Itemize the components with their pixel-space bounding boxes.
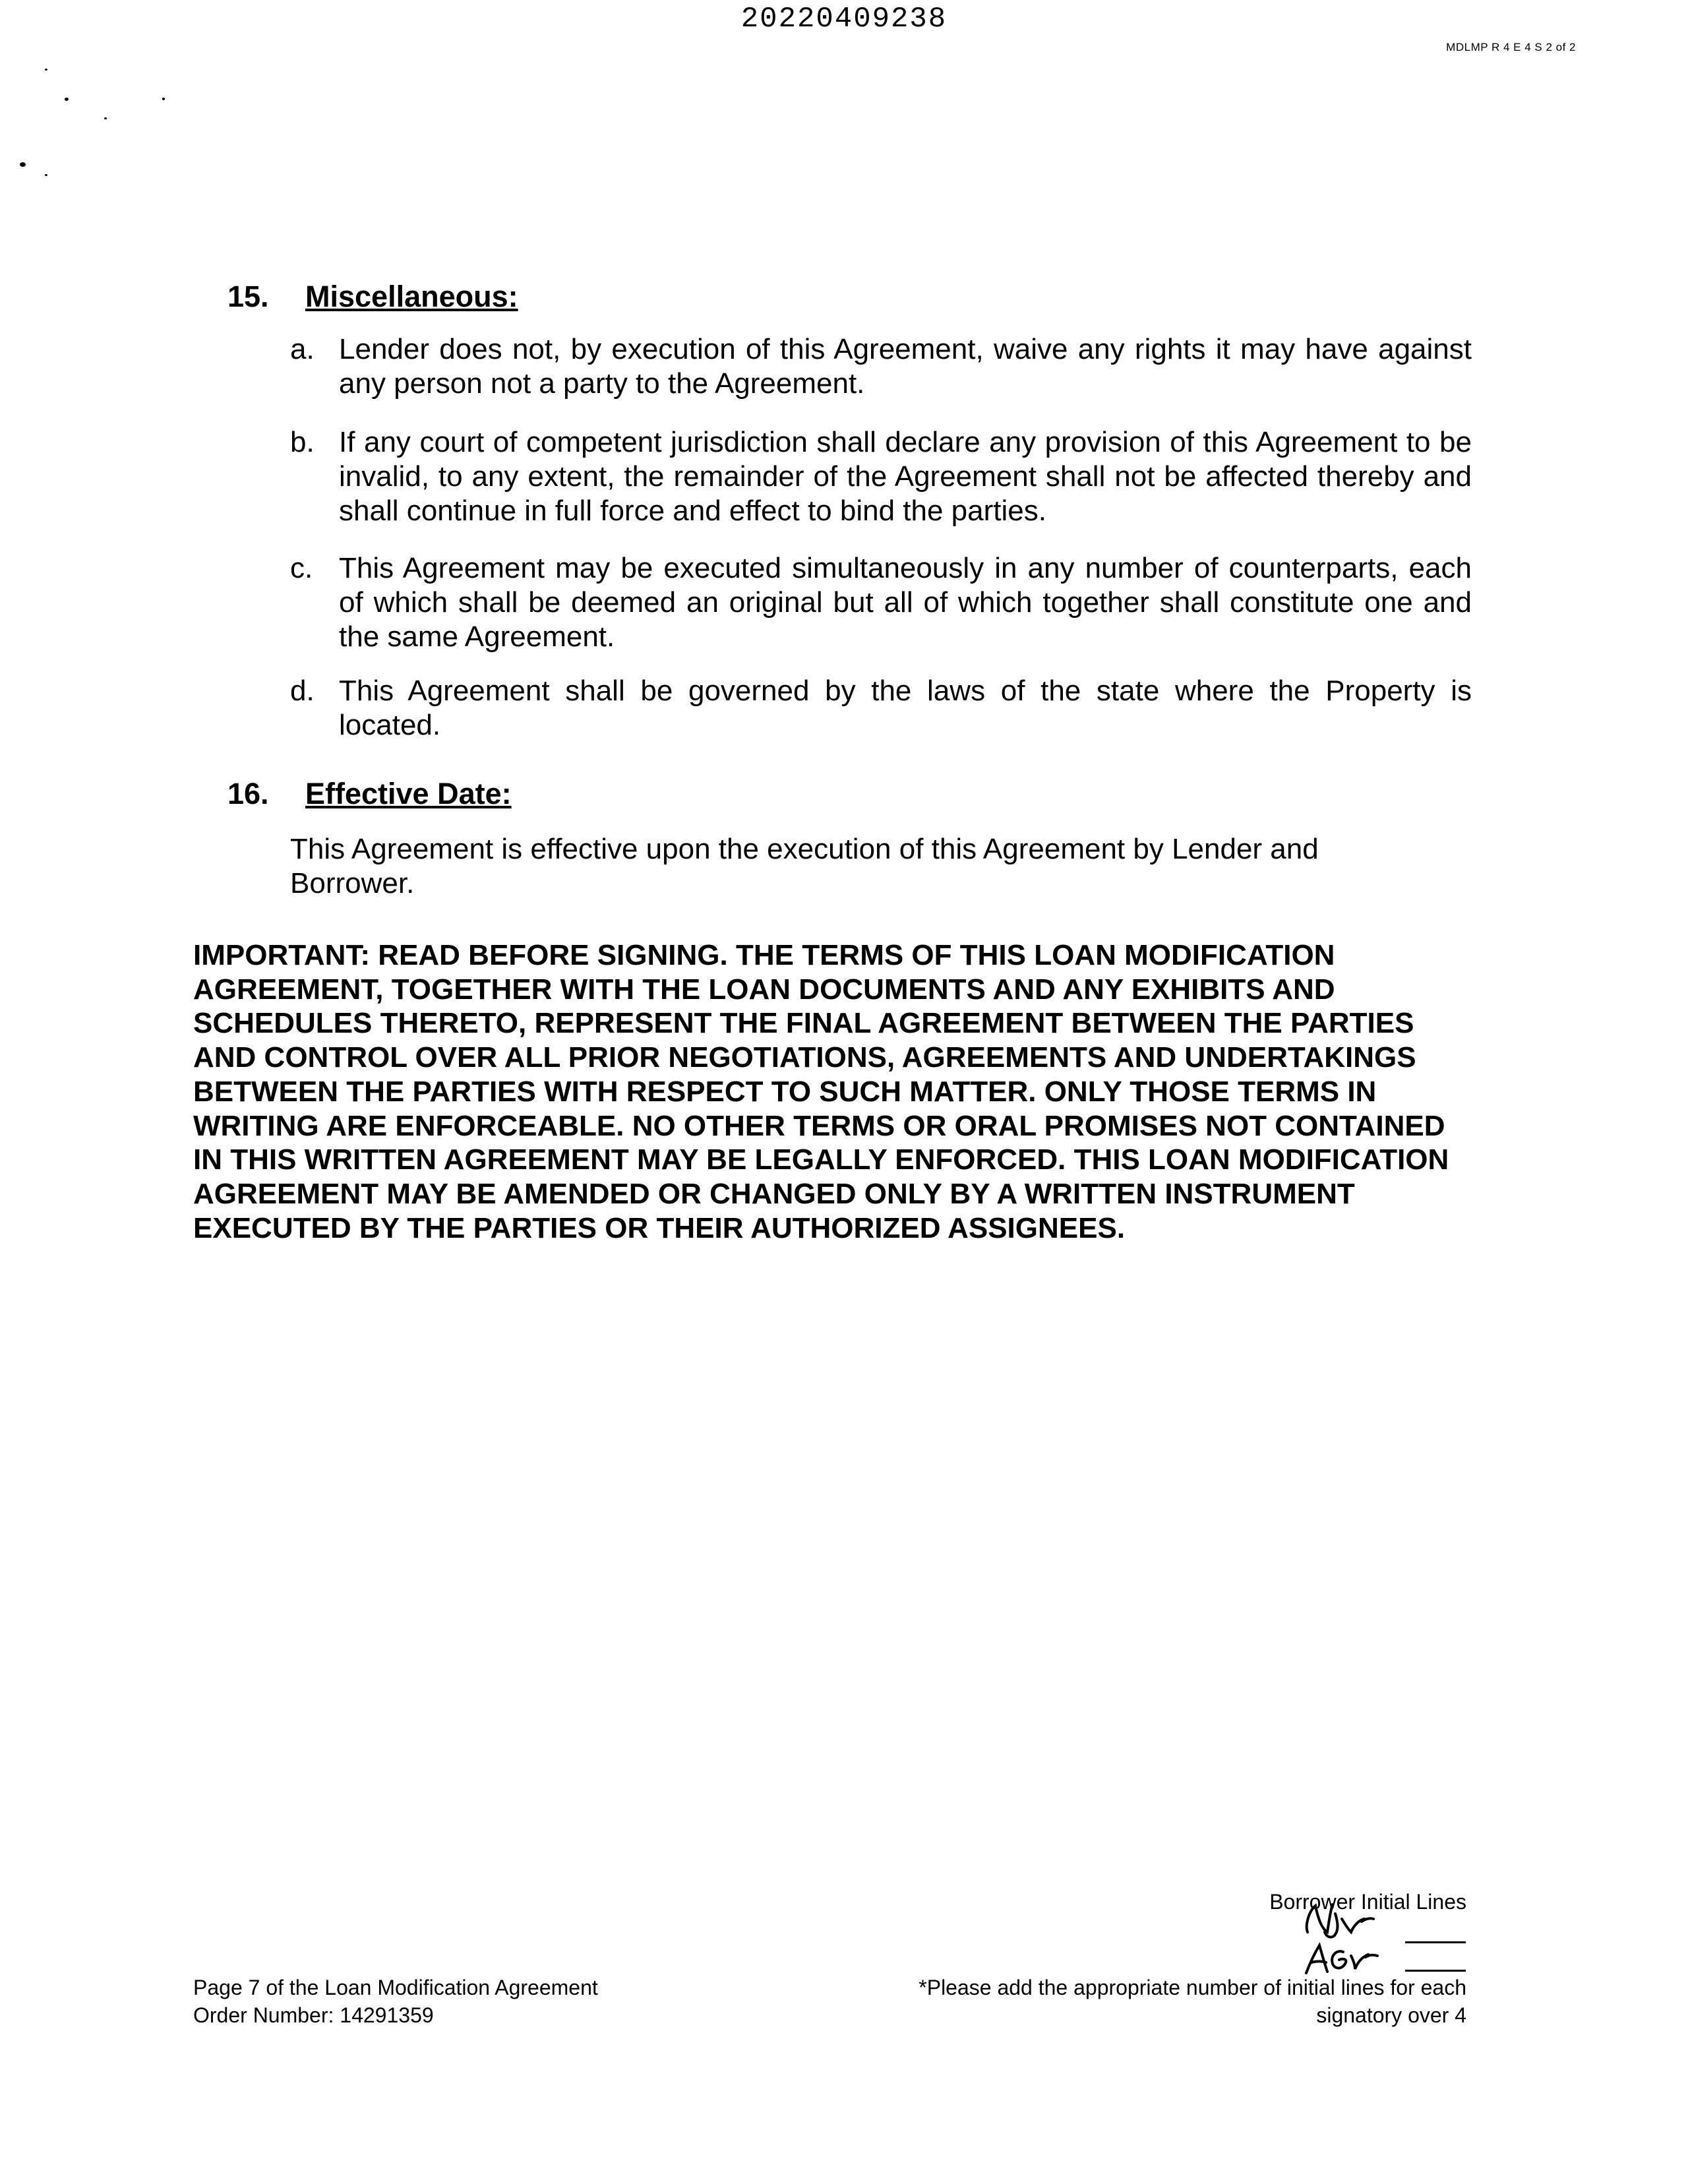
initial-line: [1405, 1970, 1466, 1972]
section-number: 16.: [227, 777, 269, 810]
clause-text: This Agreement shall be governed by the laws of the state where the Property is located.: [339, 675, 1472, 741]
initial-lines-note: *Please add the appropriate number of initial lines for each: [919, 1976, 1466, 1999]
order-number-line: Order Number: 14291359: [193, 2003, 434, 2027]
section-title: Miscellaneous:: [305, 280, 518, 313]
clause-15b: [290, 425, 1472, 528]
form-code: MDLMP R 4 E 4 S 2 of 2: [1446, 41, 1576, 53]
initial-stroke: [1325, 1914, 1338, 1937]
page-number-line: Page 7 of the Loan Modification Agreement: [193, 1976, 598, 1999]
clause-text: Lender does not, by execution of this Agreement, waive any rights it may have against any person not a party to the Agreement.: [339, 333, 1472, 400]
scan-speck: [45, 69, 47, 71]
clause-15a: [290, 332, 1472, 401]
section-number: 15.: [227, 280, 269, 313]
scan-speck: [162, 98, 165, 100]
initial-stroke: [1332, 1951, 1346, 1968]
clause-text: This Agreement may be executed simultaneously in any number of counterparts, each of which shall be deemed an original but all of which together shall constitute one and the same Agreement.: [339, 552, 1472, 653]
footer-right: [919, 1974, 1466, 2029]
document-number: 20220409238: [740, 3, 948, 36]
clause-letter: d.: [290, 675, 315, 707]
scan-speck: [20, 162, 26, 167]
initial-line: [1405, 1941, 1466, 1943]
initial-stroke: [1342, 1918, 1373, 1932]
initial-stroke: [1351, 1955, 1377, 1969]
section-title: Effective Date:: [305, 777, 512, 810]
clause-15d: [290, 674, 1472, 743]
clause-text: If any court of competent jurisdiction shall declare any provision of this Agreement to be invalid, to any extent, the remainder of the Agreement shall not be affected thereby and shall continue in full force and effect to bind the parties.: [339, 426, 1472, 527]
effective-date-text: This Agreement is effective upon the execution of this Agreement by Lender and Borrower.: [290, 833, 1319, 899]
clause-letter: a.: [290, 333, 315, 365]
borrower-initial-label: Borrower Initial Lines: [1269, 1890, 1466, 1914]
clause-letter: b.: [290, 426, 315, 458]
scan-speck: [104, 117, 107, 119]
important-notice: IMPORTANT: READ BEFORE SIGNING. THE TERMS OF THIS LOAN MODIFICATION AGREEMENT, TOGETHER WITH THE LOAN DOCUMENTS AND ANY EXHIBITS AND SCHEDULES THERETO, REPRESENT THE FINAL AGREEMENT BETWEEN THE PARTIES AND CONTROL OVER ALL PRIOR NEGOTIATIONS, AGREEMENTS AND UNDERTAKINGS BETWEEN THE PARTIES WITH RESPECT TO SUCH MATTER. ONLY THOSE TERMS IN WRITING ARE ENFORCEABLE. NO OTHER TERMS OR ORAL PROMISES NOT CONTAINED IN THIS WRITTEN AGREEMENT MAY BE LEGALLY ENFORCED. THIS LOAN MODIFICATION AGREEMENT MAY BE AMENDED OR CHANGED ONLY BY A WRITTEN INSTRUMENT EXECUTED BY THE PARTIES OR THEIR AUTHORIZED ASSIGNEES.: [193, 939, 1449, 1244]
initial-lines-note-cont: signatory over 4: [1316, 2003, 1466, 2027]
initial-stroke: [1307, 1904, 1333, 1932]
initial-stroke: [1306, 1945, 1327, 1973]
footer-left: [193, 1974, 598, 2029]
borrower-initials-signature: [1296, 1899, 1414, 1985]
clause-letter: c.: [290, 552, 313, 584]
clause-15c: [290, 551, 1472, 654]
scan-speck: [45, 174, 47, 176]
scan-speck: [65, 98, 69, 101]
